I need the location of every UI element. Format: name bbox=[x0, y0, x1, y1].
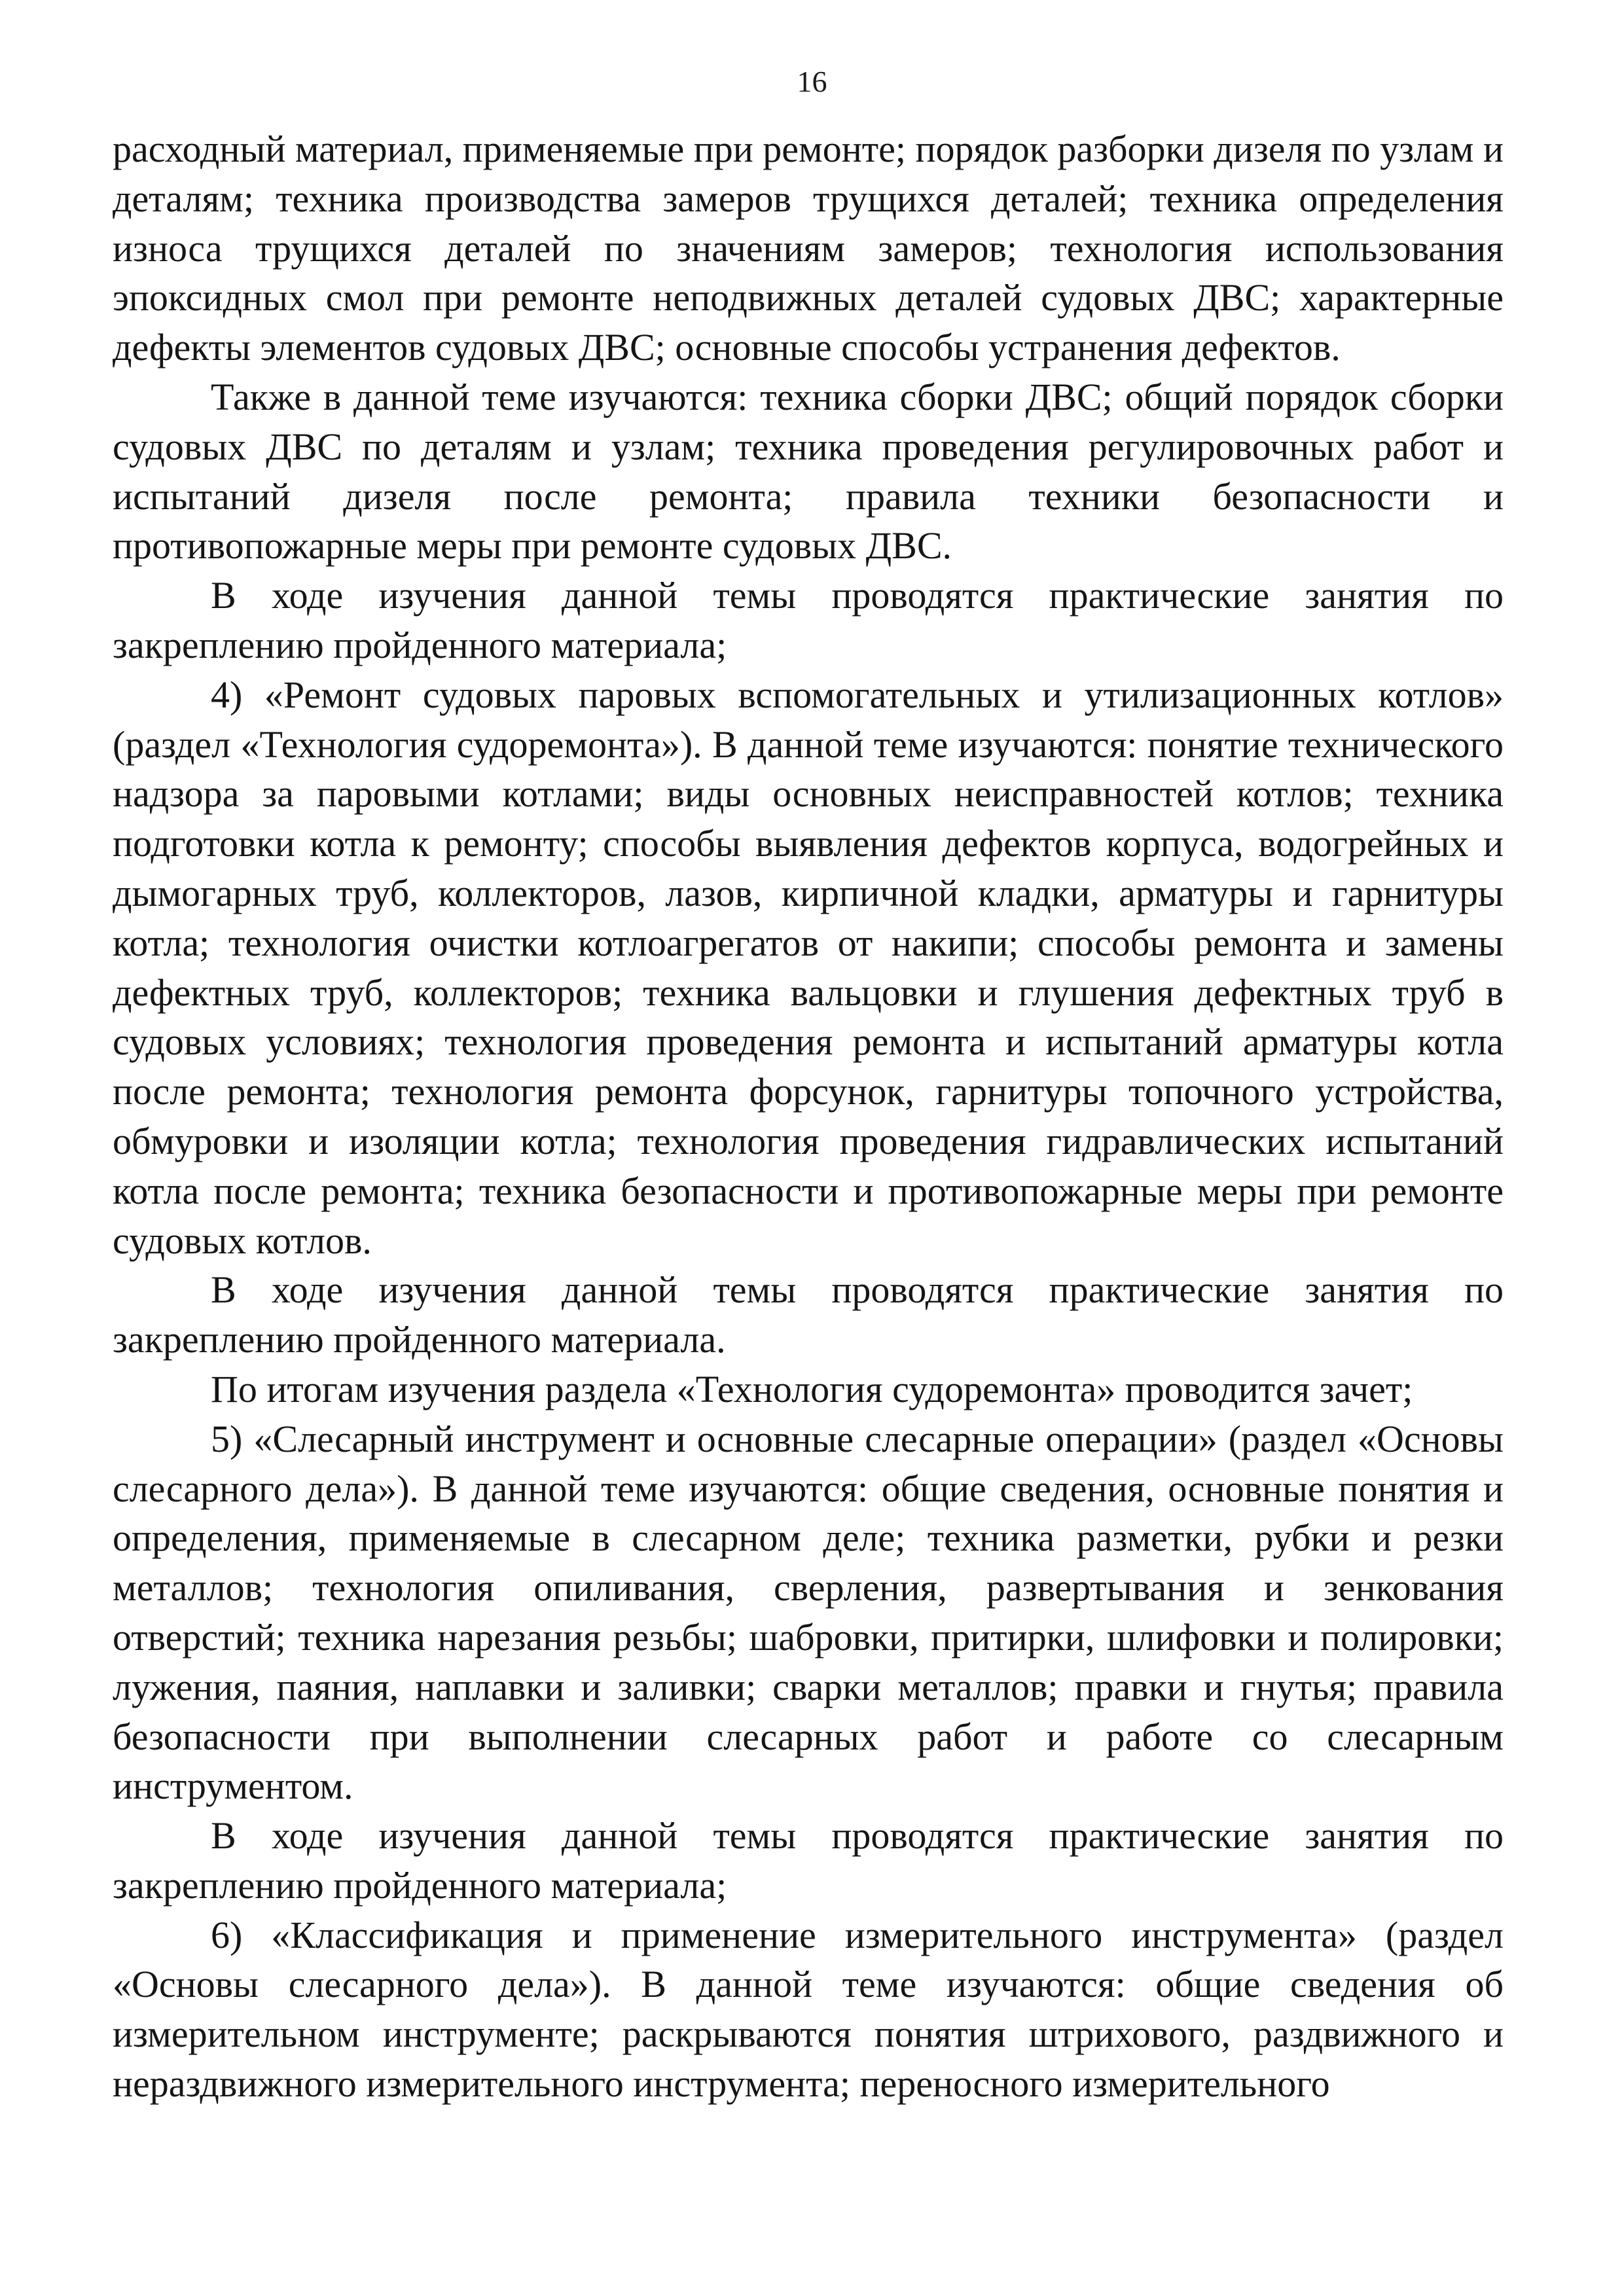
paragraph-4: 4) «Ремонт судовых паровых вспомогательных и утилизационных котлов» (раздел «Технология судоремонта»). В данной теме изучаются: понятие технического надзора за паровыми котлами; виды основных неисправностей котлов; техника подготовки котла к ремонту; способы выявления дефектов корпуса, водогрейных и дымогарных труб, коллекторов, лазов, кирпичной кладки, арматуры и гарнитуры котла; технология очистки котлоагрегатов от накипи; способы ремонта и замены дефектных труб, коллекторов; техника вальцовки и глушения дефектных труб в судовых условиях; технология проведения ремонта и испытаний арматуры котла после ремонта; технология ремонта форсунок, гарнитуры топочного устройства, обмуровки и изоляции котла; технология проведения гидравлических испытаний котла после ремонта; техника безопасности и противопожарные меры при ремонте судовых котлов. bbox=[113, 673, 1504, 1262]
paragraph-1: расходный материал, применяемые при ремонте; порядок разборки дизеля по узлам и деталям; техника производства замеров трущихся деталей; техника определения износа трущихся деталей по значениям замеров; технология использования эпоксидных смол при ремонте неподвижных деталей судовых ДВС; характерные дефекты элементов судовых ДВС; основные способы устранения дефектов. bbox=[113, 128, 1504, 369]
paragraph-9: 6) «Классификация и применение измерительного инструмента» (раздел «Основы слесарного дела»). В данной теме изучаются: общие сведения об измерительном инструменте; раскрываются понятия штрихового, раздвижного и нераздвижного измерительного инструмента; переносного измерительного bbox=[113, 1913, 1504, 2106]
paragraph-8: В ходе изучения данной темы проводятся практические занятия по закреплению пройденного материала; bbox=[113, 1814, 1504, 1907]
paragraph-6: По итогам изучения раздела «Технология судоремонта» проводится зачет; bbox=[211, 1367, 1413, 1410]
paragraph-3: В ходе изучения данной темы проводятся практические занятия по закреплению пройденного материала; bbox=[113, 574, 1504, 666]
paragraph-2: Также в данной теме изучаются: техника сборки ДВС; общий порядок сборки судовых ДВС по деталям и узлам; техника проведения регулировочных работ и испытаний дизеля после ремонта; правила техники безопасности и противопожарные меры при ремонте судовых ДВС. bbox=[113, 375, 1504, 567]
body-text bbox=[113, 124, 1504, 2109]
page-number: 16 bbox=[797, 65, 827, 98]
paragraph-7: 5) «Слесарный инструмент и основные слесарные операции» (раздел «Основы слесарного дела»). В данной теме изучаются: общие сведения, основные понятия и определения, применяемые в слесарном деле; техника разметки, рубки и резки металлов; технология опиливания, сверления, развертывания и зенкования отверстий; техника нарезания резьбы; шабровки, притирки, шлифовки и полировки; лужения, паяния, наплавки и заливки; сварки металлов; правки и гнутья; правила безопасности при выполнении слесарных работ и работе со слесарным инструментом. bbox=[113, 1417, 1504, 1808]
paragraph-5: В ходе изучения данной темы проводятся практические занятия по закреплению пройденного материала. bbox=[113, 1268, 1504, 1361]
